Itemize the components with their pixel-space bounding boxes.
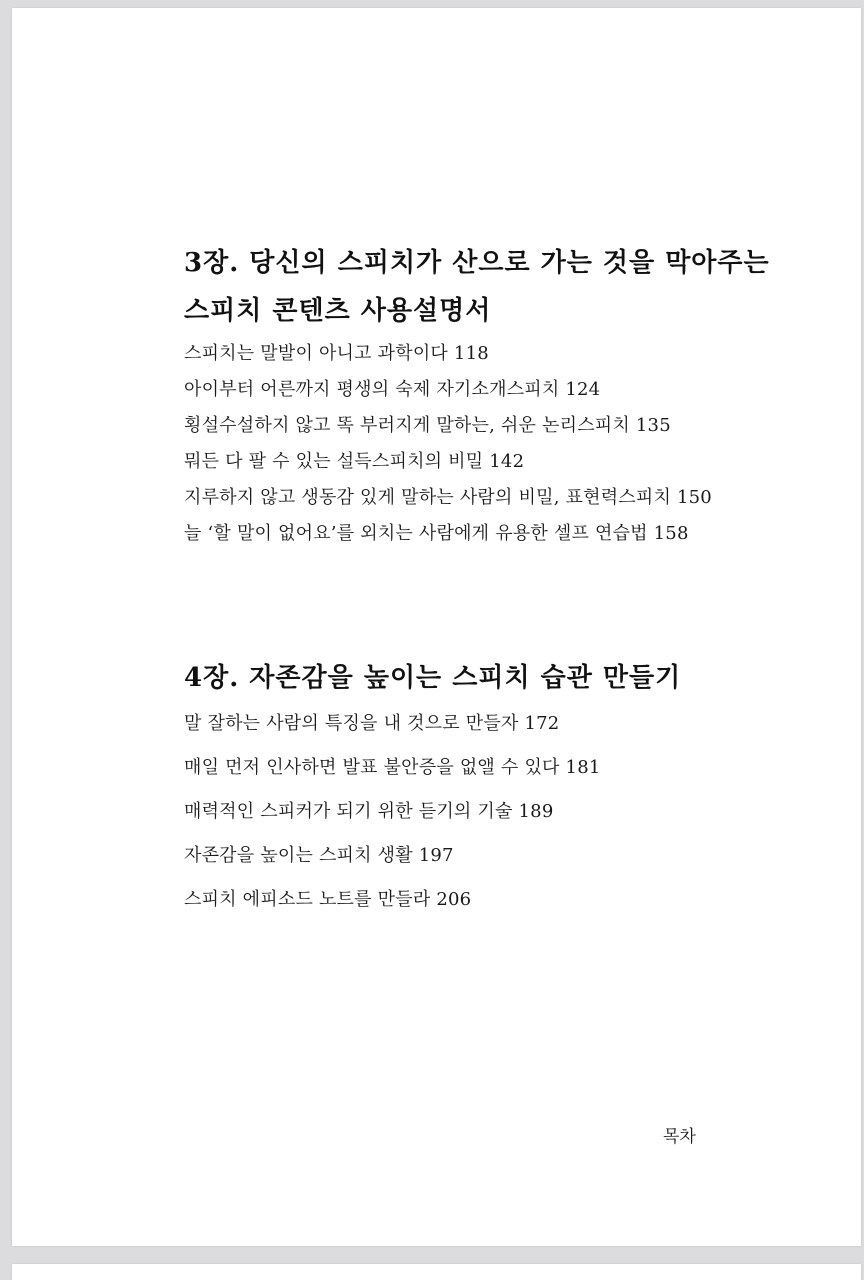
toc-entry: 횡설수설하지 않고 똑 부러지게 말하는, 쉬운 논리스피치 135 [184, 415, 671, 436]
toc-entry: 아이부터 어른까지 평생의 숙제 자기소개스피치 124 [184, 379, 601, 400]
book-page [12, 8, 861, 1246]
toc-entry: 뭐든 다 팔 수 있는 설득스피치의 비밀 142 [184, 451, 525, 472]
chapter-3-title-line-2: 스피치 콘텐츠 사용설명서 [184, 296, 492, 326]
toc-entry: 늘 ‘할 말이 없어요’를 외치는 사람에게 유용한 셀프 연습법 158 [184, 523, 689, 544]
toc-entry: 말 잘하는 사람의 특징을 내 것으로 만들자 172 [184, 713, 560, 734]
toc-entry: 자존감을 높이는 스피치 생활 197 [184, 845, 454, 866]
next-page-edge [12, 1264, 861, 1280]
toc-entry: 매력적인 스피커가 되기 위한 듣기의 기술 189 [184, 801, 554, 822]
chapter-4-title: 4장. 자존감을 높이는 스피치 습관 만들기 [184, 663, 682, 693]
toc-entry: 스피치는 말발이 아니고 과학이다 118 [184, 343, 489, 364]
toc-entry: 매일 먼저 인사하면 발표 불안증을 없앨 수 있다 181 [184, 757, 601, 778]
toc-entry: 지루하지 않고 생동감 있게 말하는 사람의 비밀, 표현력스피치 150 [184, 487, 712, 508]
toc-entry: 스피치 에피소드 노트를 만들라 206 [184, 889, 472, 910]
chapter-3-title-line-1: 3장. 당신의 스피치가 산으로 가는 것을 막아주는 [184, 248, 770, 278]
page-footer-label: 목차 [663, 1127, 696, 1147]
